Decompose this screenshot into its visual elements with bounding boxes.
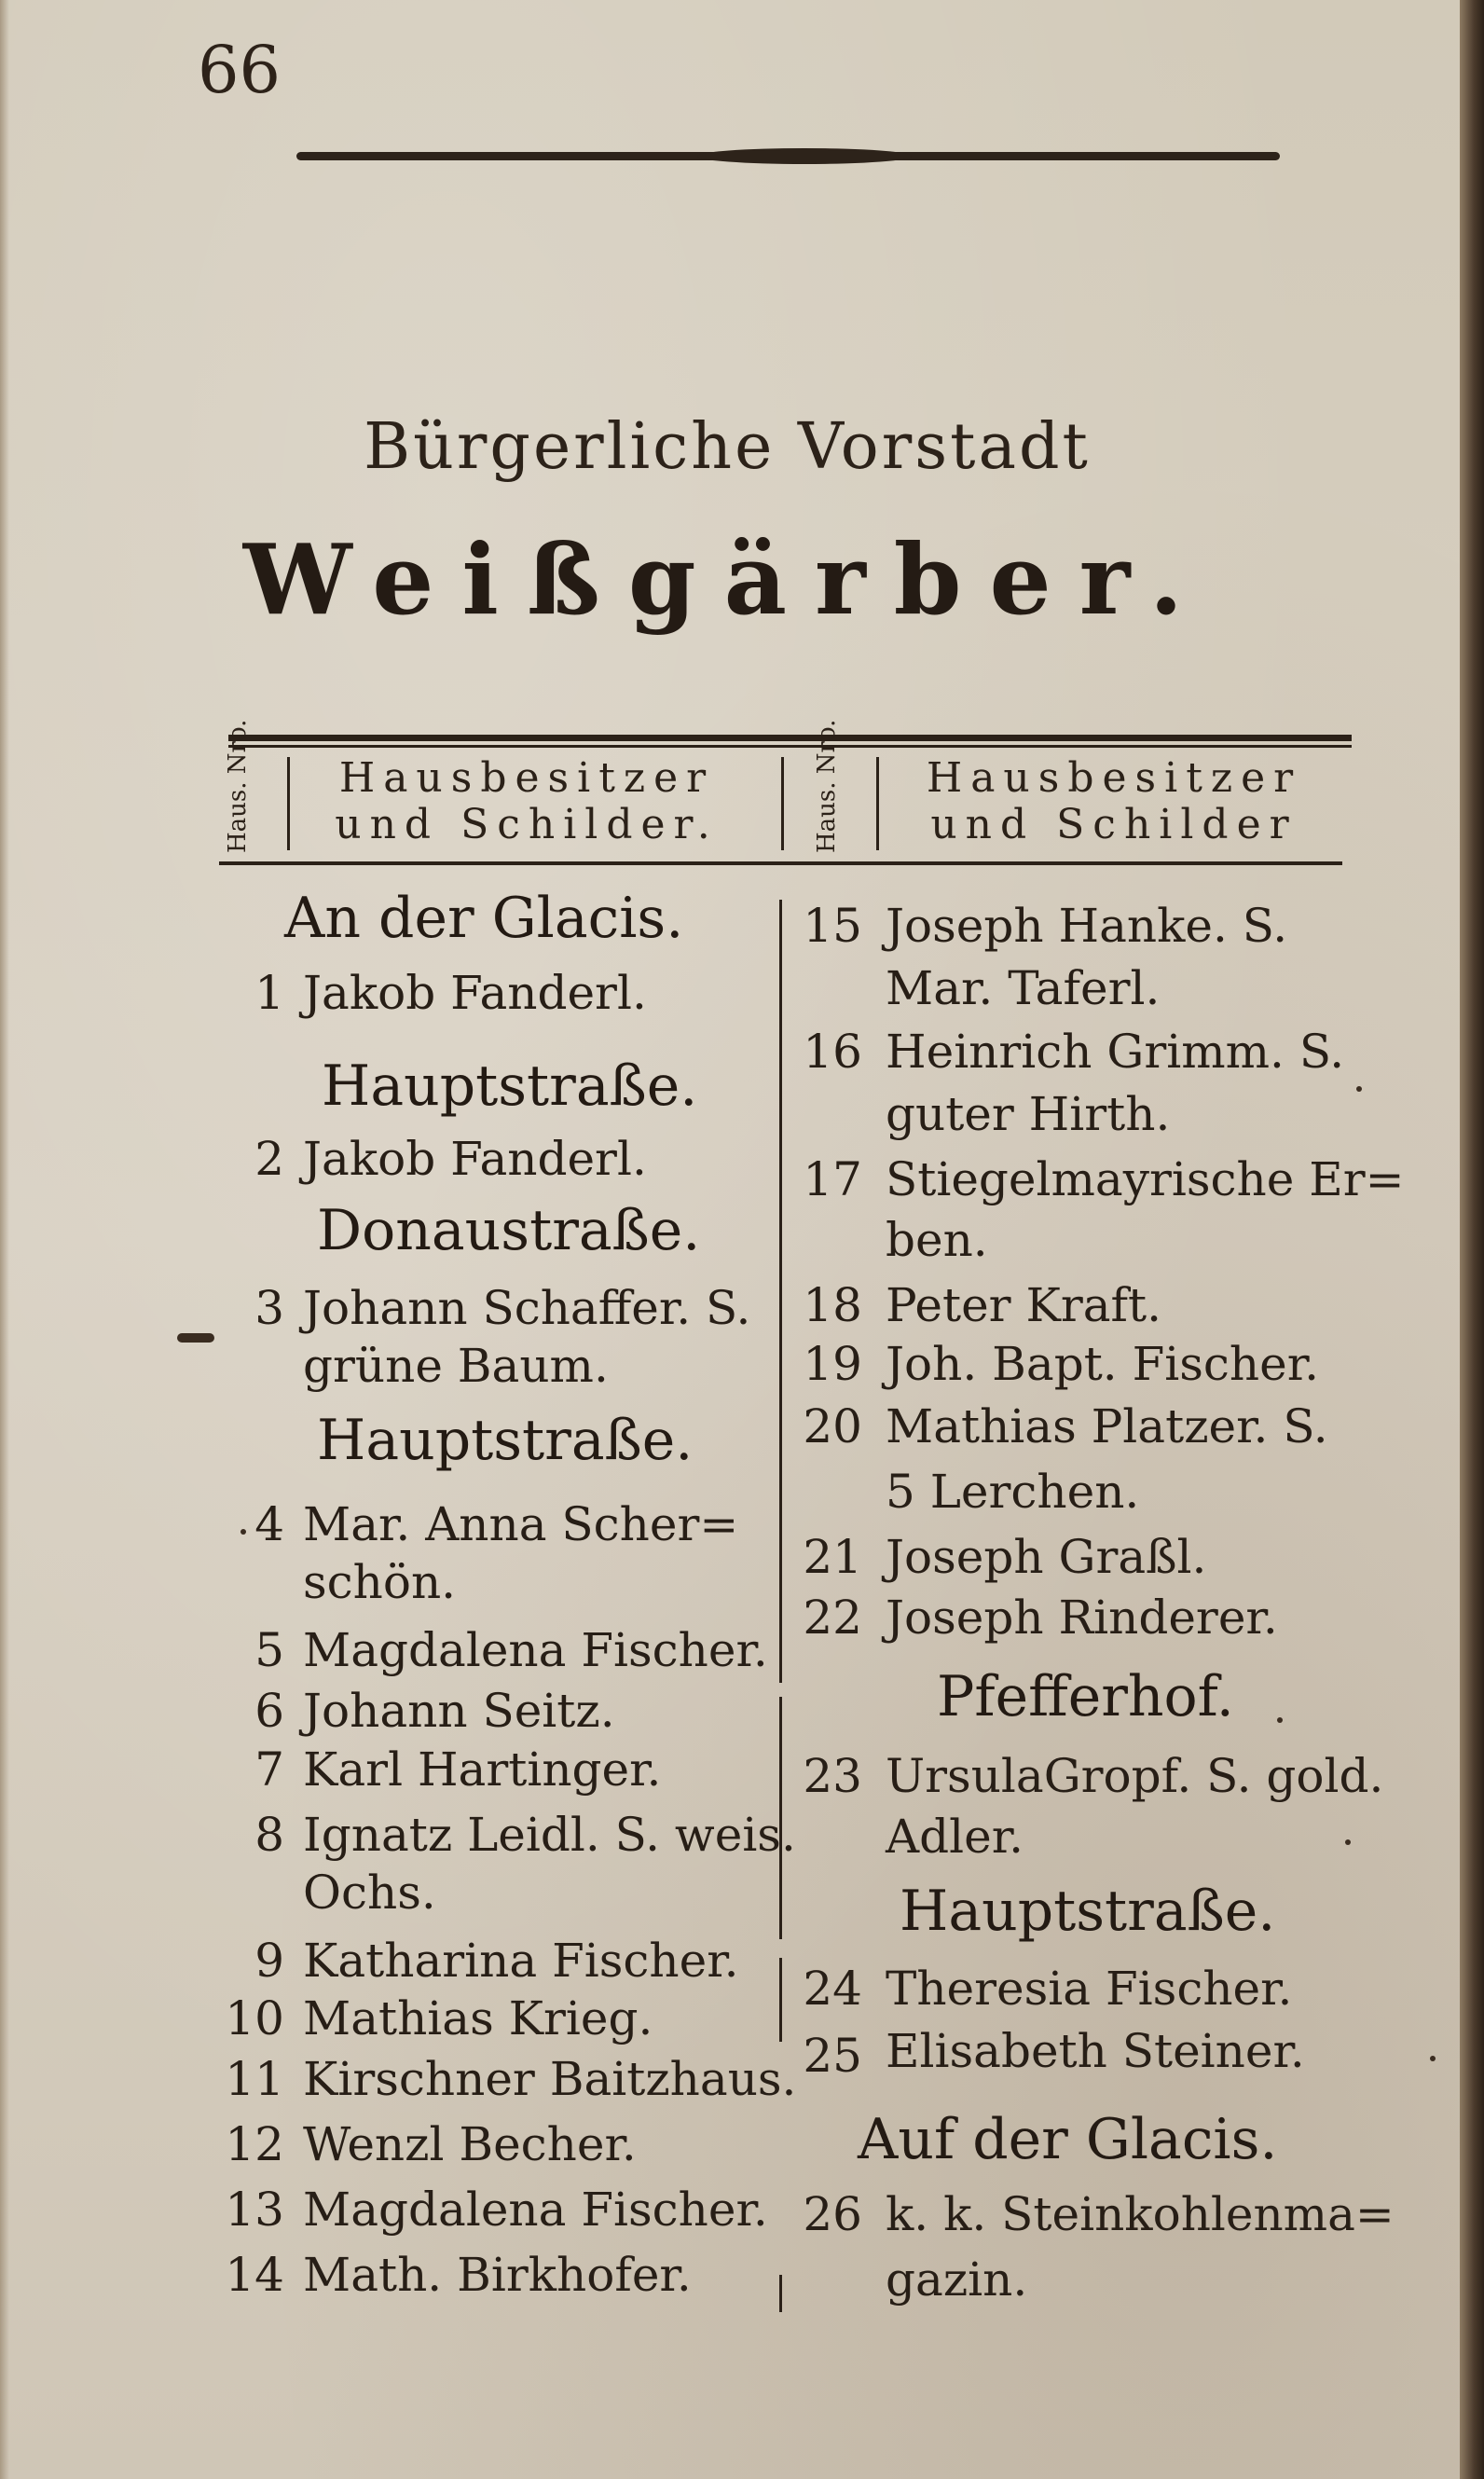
- column-divider: [779, 1958, 782, 2042]
- left-house-number-header: Haus. Nro.: [224, 719, 252, 853]
- right-owner-header-2: und Schilder: [930, 801, 1298, 848]
- owner-entry: Elisabeth Steiner.: [886, 2024, 1305, 2078]
- owner-entry: UrsulaGropf. S. gold.: [886, 1749, 1384, 1803]
- house-number: 2: [254, 1132, 284, 1186]
- ink-speck: [177, 1333, 214, 1343]
- house-number: 11: [225, 2052, 284, 2106]
- left-header-divider: [287, 757, 290, 850]
- house-number: 4: [254, 1497, 284, 1551]
- right-owner-header-1: Hausbesitzer: [926, 754, 1302, 802]
- house-number: 3: [254, 1281, 284, 1335]
- ink-speck: [1430, 2056, 1436, 2061]
- owner-entry-continuation: schön.: [303, 1555, 457, 1609]
- owner-entry: Math. Birkhofer.: [303, 2248, 692, 2302]
- house-number: 23: [803, 1749, 862, 1803]
- table-header-rule-bottom: [219, 861, 1342, 865]
- house-number: 12: [225, 2117, 284, 2171]
- owner-entry: Johann Schaffer. S.: [303, 1281, 751, 1335]
- street-heading: Auf der Glacis.: [858, 2107, 1278, 2172]
- street-heading: An der Glacis.: [284, 886, 684, 951]
- street-heading: Donaustraße.: [317, 1198, 701, 1263]
- owner-entry: Johann Seitz.: [303, 1684, 615, 1738]
- owner-entry-continuation: gazin.: [886, 2252, 1028, 2307]
- house-number: 25: [803, 2029, 862, 2083]
- house-number: 20: [803, 1399, 862, 1453]
- owner-entry-continuation: 5 Lerchen.: [886, 1465, 1140, 1519]
- owner-entry: Magdalena Fischer.: [303, 2183, 768, 2237]
- ink-speck: [1277, 1717, 1283, 1723]
- right-header-divider: [876, 757, 879, 850]
- top-ornamental-rule: [296, 152, 1280, 160]
- owner-entry: Mathias Platzer. S.: [886, 1399, 1328, 1453]
- house-number: 13: [225, 2183, 284, 2237]
- owner-entry: Heinrich Grimm. S.: [886, 1025, 1345, 1079]
- owner-entry: Mar. Anna Scher=: [303, 1497, 739, 1551]
- left-owner-header-2: und Schilder.: [335, 801, 719, 848]
- house-number: 5: [254, 1623, 284, 1677]
- street-heading: Pfefferhof.: [937, 1664, 1234, 1729]
- owner-entry: Karl Hartinger.: [303, 1742, 662, 1797]
- owner-entry: Theresia Fischer.: [886, 1962, 1293, 2016]
- house-number: 19: [803, 1337, 862, 1391]
- house-number: 8: [254, 1808, 284, 1862]
- street-heading: Hauptstraße.: [900, 1879, 1276, 1944]
- owner-entry: Joseph Rinderer.: [886, 1591, 1278, 1645]
- ink-speck: [240, 1529, 246, 1535]
- house-number: 7: [254, 1742, 284, 1797]
- page-binding-edge: [1460, 0, 1484, 2479]
- section-heading-district: Weißgärber.: [242, 522, 1212, 637]
- house-number: 17: [803, 1152, 862, 1206]
- owner-entry-continuation: grüne Baum.: [303, 1339, 609, 1393]
- section-heading-suburb: Bürgerliche Vorstadt: [364, 410, 1091, 484]
- house-number: 15: [803, 899, 862, 953]
- house-number: 10: [225, 1991, 284, 2045]
- page-number: 66: [198, 32, 282, 108]
- owner-entry: Mathias Krieg.: [303, 1991, 653, 2045]
- owner-entry: Stiegelmayrische Er=: [886, 1152, 1405, 1206]
- column-divider: [779, 1697, 782, 1939]
- house-number: 24: [803, 1962, 862, 2016]
- owner-entry: k. k. Steinkohlenma=: [886, 2187, 1395, 2241]
- house-number: 18: [803, 1278, 862, 1332]
- house-number: 26: [803, 2187, 862, 2241]
- owner-entry-continuation: Ochs.: [303, 1866, 436, 1920]
- owner-entry: Magdalena Fischer.: [303, 1623, 768, 1677]
- owner-entry: Joseph Graßl.: [886, 1530, 1207, 1584]
- page-left-edge: [0, 0, 9, 2479]
- owner-entry: Wenzl Becher.: [303, 2117, 637, 2171]
- owner-entry: Kirschner Baitzhaus.: [303, 2052, 797, 2106]
- table-header-rule-top: [228, 735, 1352, 741]
- owner-entry-continuation: ben.: [886, 1213, 988, 1267]
- owner-entry-continuation: Adler.: [886, 1810, 1024, 1864]
- right-house-number-header: Haus. Nro.: [813, 719, 841, 853]
- owner-entry: Peter Kraft.: [886, 1278, 1162, 1332]
- owner-entry: Jakob Fanderl.: [303, 966, 647, 1020]
- owner-entry: Jakob Fanderl.: [303, 1132, 647, 1186]
- owner-entry-continuation: guter Hirth.: [886, 1087, 1171, 1141]
- owner-entry: Ignatz Leidl. S. weis.: [303, 1808, 796, 1862]
- owner-entry: Joh. Bapt. Fischer.: [886, 1337, 1320, 1391]
- owner-entry: Katharina Fischer.: [303, 1934, 739, 1988]
- ink-speck: [1356, 1086, 1362, 1092]
- ink-speck: [1345, 1839, 1351, 1845]
- house-number: 21: [803, 1530, 862, 1584]
- house-number: 9: [254, 1934, 284, 1988]
- street-heading: Hauptstraße.: [322, 1054, 698, 1119]
- house-number: 22: [803, 1591, 862, 1645]
- column-divider: [779, 2275, 782, 2312]
- house-number: 6: [254, 1684, 284, 1738]
- house-number: 1: [254, 966, 284, 1020]
- street-heading: Hauptstraße.: [317, 1408, 694, 1473]
- owner-entry: Joseph Hanke. S.: [886, 899, 1288, 953]
- house-number: 16: [803, 1025, 862, 1079]
- owner-entry-continuation: Mar. Taferl.: [886, 961, 1161, 1015]
- left-owner-header-1: Hausbesitzer: [338, 754, 715, 802]
- house-number: 14: [225, 2248, 284, 2302]
- center-header-divider: [781, 757, 784, 850]
- column-divider: [779, 900, 782, 1683]
